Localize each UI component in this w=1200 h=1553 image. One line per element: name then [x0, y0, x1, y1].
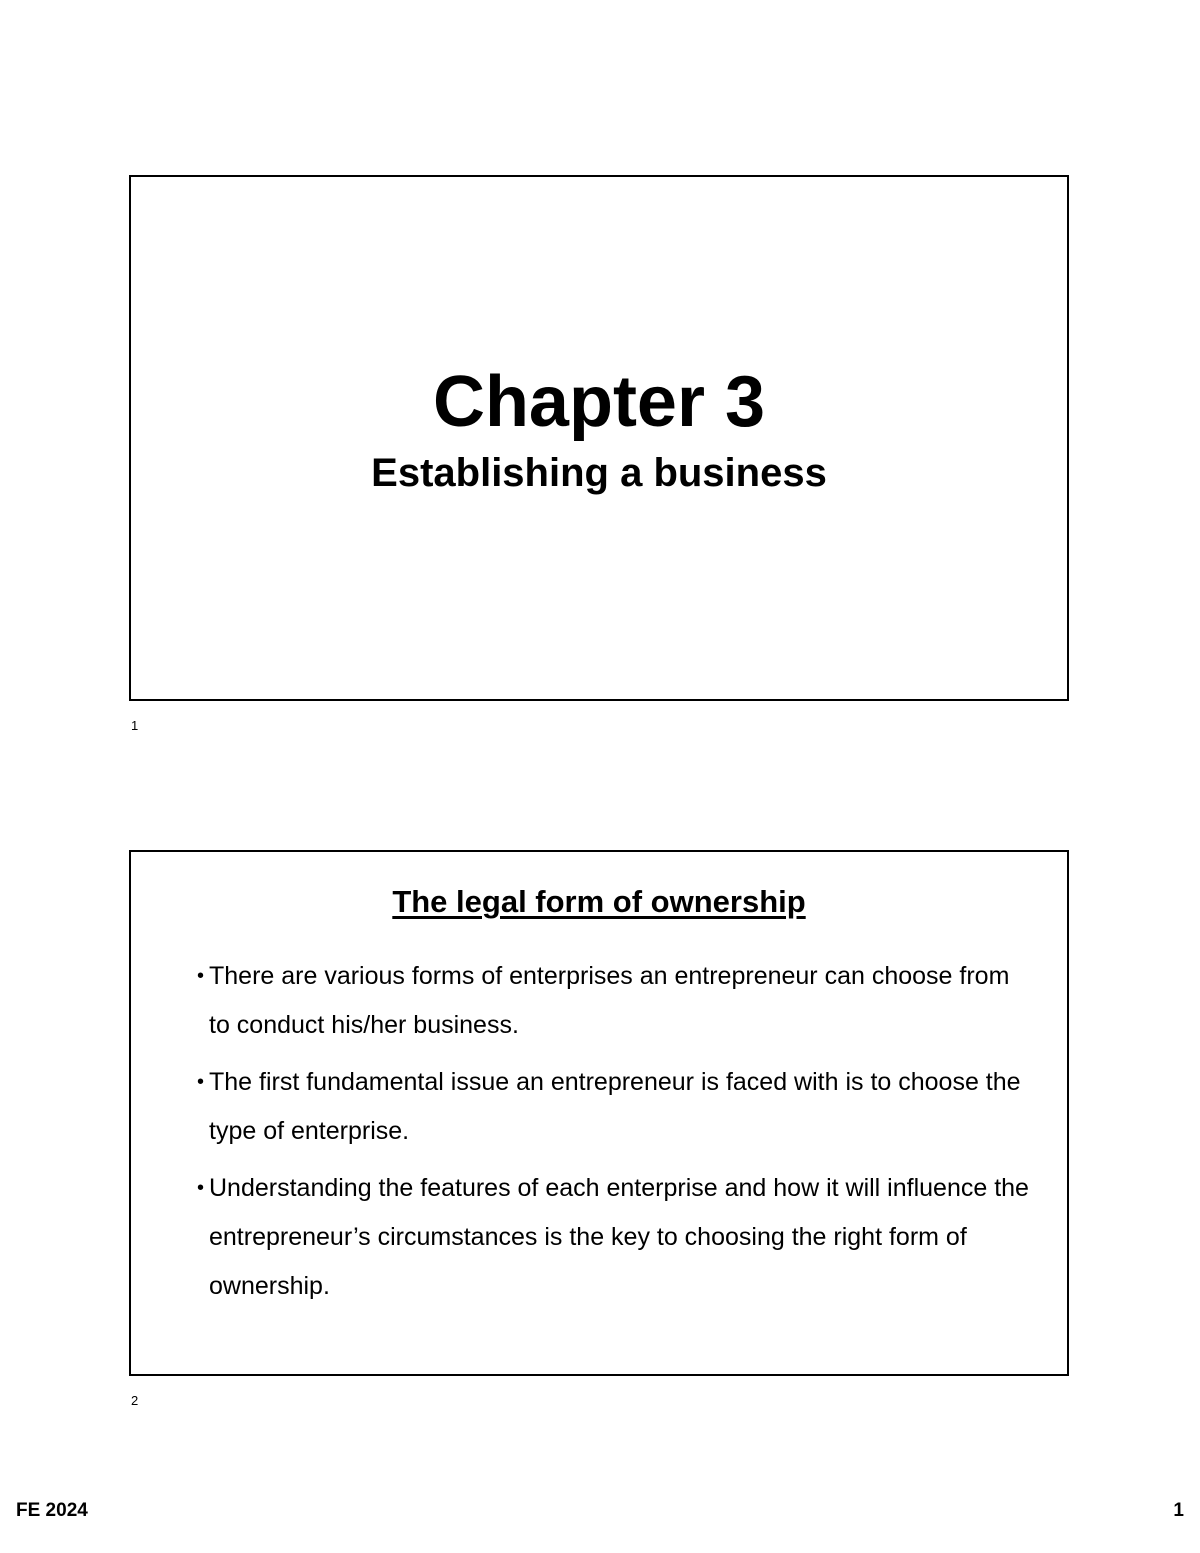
list-item: [197, 1058, 1037, 1156]
slide-heading: The legal form of ownership: [392, 884, 806, 919]
bullet-text: The first fundamental issue an entrepreneur is faced with is to choose the type of enterprise.: [209, 1068, 1021, 1145]
bullet-icon: •: [197, 965, 205, 987]
page-number: 1: [1173, 1500, 1184, 1521]
slide-1: [129, 175, 1069, 701]
chapter-subtitle: Establishing a business: [371, 451, 827, 495]
list-item: [197, 1164, 1037, 1311]
slide-number-2: 2: [131, 1393, 139, 1408]
chapter-title: Chapter 3: [432, 362, 766, 442]
footer-label: FE 2024: [16, 1500, 88, 1521]
slide-number-1: 1: [131, 718, 139, 733]
list-item: [197, 952, 1037, 1050]
bullet-list: [197, 952, 1037, 1319]
bullet-icon: •: [197, 1071, 205, 1093]
bullet-text: There are various forms of enterprises an entrepreneur can choose from to conduct his/her business.: [209, 962, 1010, 1039]
bullet-icon: •: [197, 1177, 205, 1199]
slide-2: [129, 850, 1069, 1376]
bullet-text: Understanding the features of each enterprise and how it will influence the entrepreneur’s circumstances is the key to choosing the right form of ownership.: [209, 1174, 1029, 1300]
